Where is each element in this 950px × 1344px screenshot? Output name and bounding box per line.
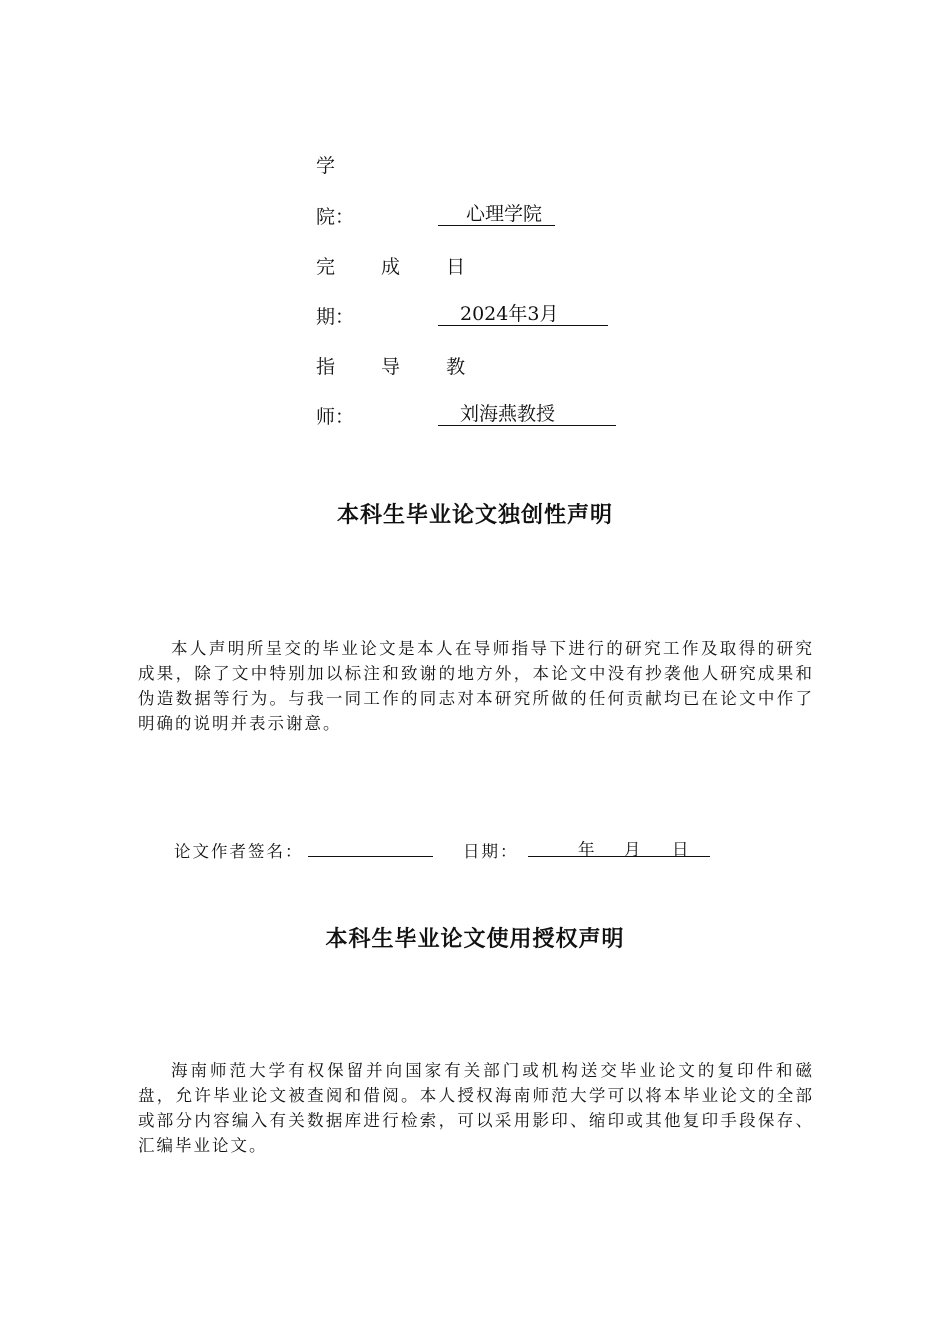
advisor-label-line2: 师： [316,406,355,428]
authorization-title: 本科生毕业论文使用授权声明 [325,927,625,952]
authorization-body: 海南师范大学有权保留并向国家有关部门或机构送交毕业论文的复印件和磁盘，允许毕业论文被查阅和借阅。本人授权海南师范大学可以将本毕业论文的全部或部分内容编入有关数据库进行检索，可以采用影印、缩印或其他复印手段保存、汇编毕业论文。 [138,1061,814,1155]
date-year-label: 年 [578,840,597,859]
advisor-label-line1: 指 导 教 [316,356,486,378]
author-signature-label: 论文作者签名： [174,842,304,861]
date-value: 2024年3月 [460,303,559,325]
college-label-line2: 院： [316,206,355,228]
date-field [438,301,608,326]
date-month-label: 月 [624,840,643,859]
originality-body: 本人声明所呈交的毕业论文是本人在导师指导下进行的研究工作及取得的研究成果，除了文中特别加以标注和致谢的地方外，本论文中没有抄袭他人研究成果和伪造数据等行为。与我一同工作的同志对本研究所做的任何贡献均已在论文中作了明确的说明并表示谢意。 [138,639,814,733]
signature-date-line [528,836,710,857]
date-label-line2: 期： [316,306,355,328]
college-field [438,201,555,226]
date-label-line1: 完 成 日 [316,256,486,278]
advisor-value: 刘海燕教授 [460,403,556,425]
originality-title: 本科生毕业论文独创性声明 [336,503,613,528]
college-value: 心理学院 [466,203,543,225]
advisor-field [438,401,616,426]
college-label-line1: 学 [316,155,336,177]
author-signature-line [308,836,433,857]
signature-date-label: 日期： [463,842,519,861]
date-day-label: 日 [672,840,691,859]
